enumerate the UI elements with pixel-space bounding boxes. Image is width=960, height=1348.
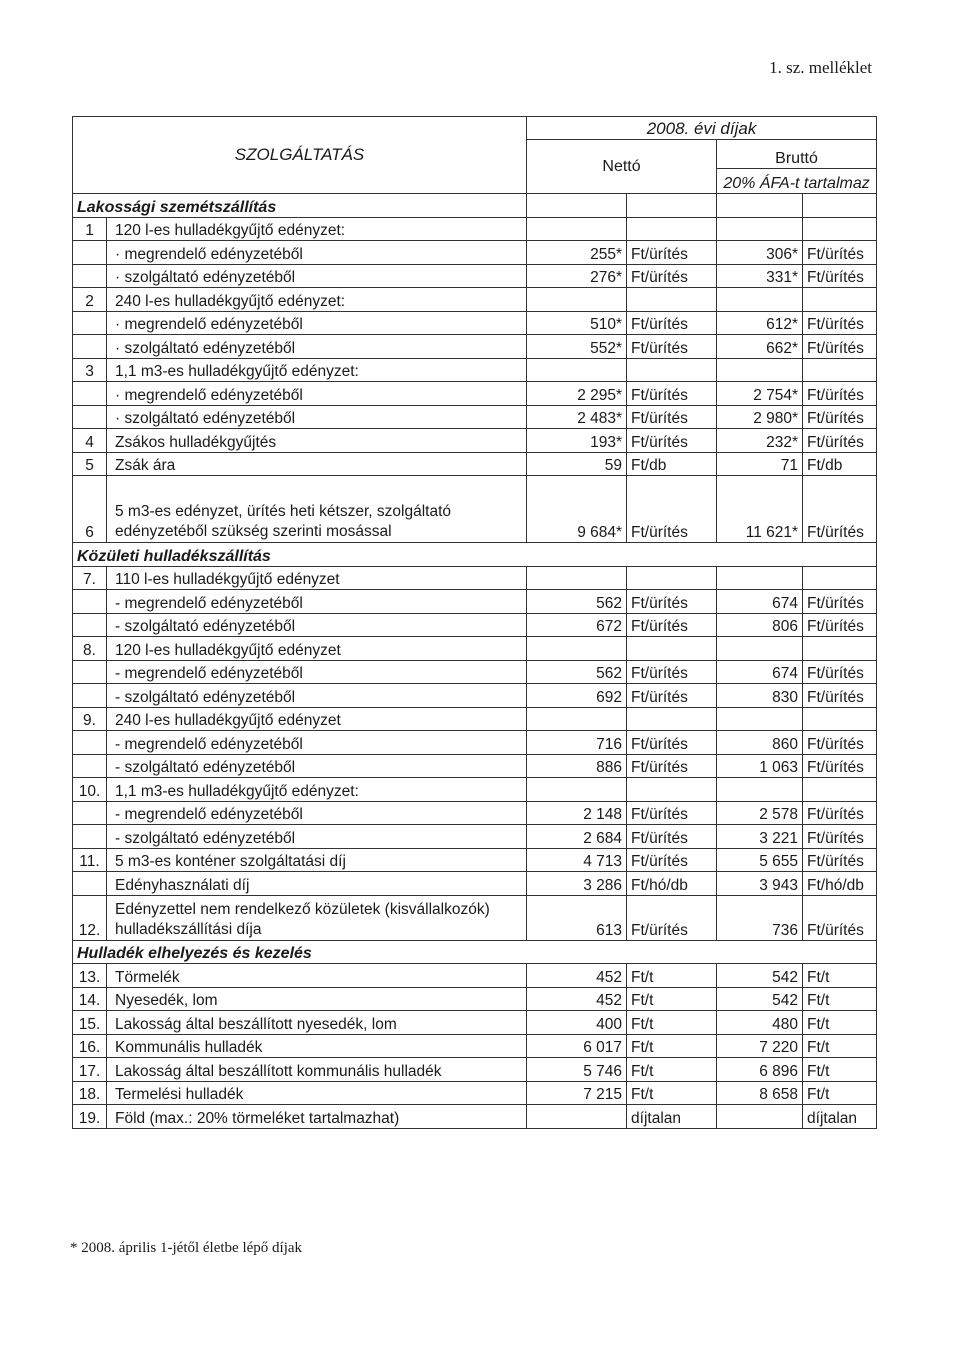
gross-price (717, 358, 803, 382)
net-unit: Ft/ürítés (627, 684, 717, 708)
section-row (73, 940, 877, 964)
gross-unit (803, 288, 877, 312)
row-number (73, 731, 107, 755)
net-price: 510* (527, 311, 627, 335)
service-header: SZOLGÁLTATÁS (73, 117, 527, 194)
table-row (73, 217, 877, 241)
table-row (73, 707, 877, 731)
annex-label: 1. sz. melléklet (769, 58, 872, 77)
year-header: 2008. évi díjak (527, 117, 877, 140)
net-price: 400 (527, 1011, 627, 1035)
row-number (73, 241, 107, 265)
table-row (73, 684, 877, 708)
service-label: · szolgáltató edényzetéből (107, 335, 527, 359)
table-row (73, 660, 877, 684)
row-number: 7. (73, 566, 107, 590)
service-label: Lakosság által beszállított nyesedék, lom (107, 1011, 527, 1035)
table-row (73, 778, 877, 802)
service-label: · szolgáltató edényzetéből (107, 264, 527, 288)
gross-unit: Ft/t (803, 964, 877, 988)
row-number: 1 (73, 217, 107, 241)
header-row (73, 117, 877, 140)
service-label: - szolgáltató edényzetéből (107, 613, 527, 637)
net-unit: Ft/ürítés (627, 382, 717, 406)
row-number (73, 405, 107, 429)
gross-price: 3 221 (717, 825, 803, 849)
net-price: 672 (527, 613, 627, 637)
row-number: 19. (73, 1105, 107, 1129)
net-unit: Ft/ürítés (627, 895, 717, 940)
gross-price: 6 896 (717, 1058, 803, 1082)
service-label: Edényhasználati díj (107, 872, 527, 896)
gross-price: 306* (717, 241, 803, 265)
net-price: 2 148 (527, 801, 627, 825)
gross-price: 830 (717, 684, 803, 708)
gross-unit: Ft/ürítés (803, 590, 877, 614)
gross-unit (803, 707, 877, 731)
service-label: Edényzettel nem rendelkező közületek (kisvállalkozók) hulladékszállítási díja (107, 895, 527, 940)
vat-note-header: 20% ÁFA-t tartalmaz (717, 169, 877, 194)
service-label: Törmelék (107, 964, 527, 988)
gross-unit (803, 217, 877, 241)
service-label: · szolgáltató edényzetéből (107, 405, 527, 429)
net-price: 6 017 (527, 1034, 627, 1058)
net-price: 2 684 (527, 825, 627, 849)
service-label: 1,1 m3-es hulladékgyűjtő edényzet: (107, 358, 527, 382)
gross-price (717, 778, 803, 802)
table-row (73, 566, 877, 590)
gross-price (717, 1105, 803, 1129)
gross-unit: Ft/ürítés (803, 311, 877, 335)
row-number: 5 (73, 452, 107, 476)
service-label: 110 l-es hulladékgyűjtő edényzet (107, 566, 527, 590)
table-row (73, 335, 877, 359)
table-row (73, 264, 877, 288)
gross-price: 674 (717, 660, 803, 684)
gross-unit: Ft/ürítés (803, 382, 877, 406)
gross-unit: Ft/ürítés (803, 801, 877, 825)
net-price: 452 (527, 964, 627, 988)
row-number (73, 382, 107, 406)
service-label: Föld (max.: 20% törmeléket tartalmazhat) (107, 1105, 527, 1129)
gross-price: 71 (717, 452, 803, 476)
net-unit: Ft/ürítés (627, 311, 717, 335)
gross-unit: Ft/ürítés (803, 825, 877, 849)
row-number: 6 (73, 476, 107, 543)
row-number: 17. (73, 1058, 107, 1082)
gross-unit: Ft/ürítés (803, 405, 877, 429)
table-row (73, 637, 877, 661)
service-label: Lakosság által beszállított kommunális hulladék (107, 1058, 527, 1082)
table-row (73, 964, 877, 988)
row-number (73, 872, 107, 896)
service-label: 5 m3-es edényzet, ürítés heti kétszer, szolgáltató edényzetéből szükség szerinti mosással (107, 476, 527, 543)
net-unit: Ft/ürítés (627, 660, 717, 684)
table-row (73, 987, 877, 1011)
net-price: 255* (527, 241, 627, 265)
net-price: 276* (527, 264, 627, 288)
table-row (73, 452, 877, 476)
net-price: 613 (527, 895, 627, 940)
net-unit (627, 637, 717, 661)
net-price (527, 1105, 627, 1129)
table-row (73, 848, 877, 872)
net-price (527, 566, 627, 590)
net-unit: Ft/ürítés (627, 731, 717, 755)
net-price: 552* (527, 335, 627, 359)
row-number (73, 311, 107, 335)
net-price (527, 707, 627, 731)
net-price (527, 217, 627, 241)
service-label: Nyesedék, lom (107, 987, 527, 1011)
table-row (73, 613, 877, 637)
net-price: 193* (527, 429, 627, 453)
net-unit: Ft/t (627, 964, 717, 988)
row-number (73, 825, 107, 849)
gross-price: 542 (717, 964, 803, 988)
gross-unit: Ft/t (803, 1011, 877, 1035)
table-row (73, 405, 877, 429)
gross-unit (803, 778, 877, 802)
gross-price: 662* (717, 335, 803, 359)
net-unit: Ft/ürítés (627, 241, 717, 265)
net-price: 716 (527, 731, 627, 755)
gross-unit: Ft/ürítés (803, 895, 877, 940)
row-number: 4 (73, 429, 107, 453)
section-residential: Lakossági szemétszállítás (73, 194, 527, 218)
row-number: 14. (73, 987, 107, 1011)
net-unit: Ft/t (627, 1058, 717, 1082)
net-price: 452 (527, 987, 627, 1011)
net-price: 59 (527, 452, 627, 476)
gross-price: 1 063 (717, 754, 803, 778)
net-price: 9 684* (527, 476, 627, 543)
net-price (527, 637, 627, 661)
net-price: 562 (527, 660, 627, 684)
table-row (73, 1011, 877, 1035)
table-row (73, 288, 877, 312)
net-unit: Ft/t (627, 1034, 717, 1058)
row-number (73, 590, 107, 614)
net-unit: Ft/ürítés (627, 848, 717, 872)
gross-price (717, 217, 803, 241)
net-price (527, 778, 627, 802)
gross-unit: díjtalan (803, 1105, 877, 1129)
net-price: 2 295* (527, 382, 627, 406)
table-row (73, 731, 877, 755)
gross-price: 480 (717, 1011, 803, 1035)
service-label: Termelési hulladék (107, 1081, 527, 1105)
net-price (527, 288, 627, 312)
gross-price: 8 658 (717, 1081, 803, 1105)
table-row (73, 1081, 877, 1105)
table-row (73, 476, 877, 543)
gross-unit: Ft/t (803, 1081, 877, 1105)
row-number (73, 264, 107, 288)
gross-price: 2 980* (717, 405, 803, 429)
table-row (73, 872, 877, 896)
row-number: 9. (73, 707, 107, 731)
section-commercial: Közületi hulladékszállítás (73, 543, 877, 567)
footnote: * 2008. április 1-jétől életbe lépő díjak (70, 1240, 303, 1256)
gross-unit: Ft/ürítés (803, 754, 877, 778)
gross-unit: Ft/ürítés (803, 429, 877, 453)
row-number: 18. (73, 1081, 107, 1105)
net-price: 562 (527, 590, 627, 614)
row-number (73, 335, 107, 359)
gross-price: 736 (717, 895, 803, 940)
table-row (73, 311, 877, 335)
net-unit: Ft/ürítés (627, 335, 717, 359)
row-number: 10. (73, 778, 107, 802)
service-label: Zsák ára (107, 452, 527, 476)
section-row (73, 194, 877, 218)
table-row (73, 825, 877, 849)
net-unit: Ft/hó/db (627, 872, 717, 896)
gross-unit: Ft/hó/db (803, 872, 877, 896)
table-row (73, 1105, 877, 1129)
net-unit: Ft/t (627, 987, 717, 1011)
gross-price: 2 754* (717, 382, 803, 406)
gross-unit: Ft/db (803, 452, 877, 476)
net-price: 5 746 (527, 1058, 627, 1082)
table-row (73, 358, 877, 382)
brutto-header: Bruttó (717, 140, 877, 169)
net-price: 3 286 (527, 872, 627, 896)
service-label: 120 l-es hulladékgyűjtő edényzet (107, 637, 527, 661)
net-price: 4 713 (527, 848, 627, 872)
table-row (73, 429, 877, 453)
service-label: - megrendelő edényzetéből (107, 660, 527, 684)
row-number: 12. (73, 895, 107, 940)
service-label: - megrendelő edényzetéből (107, 801, 527, 825)
row-number (73, 660, 107, 684)
gross-price: 7 220 (717, 1034, 803, 1058)
gross-price: 5 655 (717, 848, 803, 872)
table-row (73, 590, 877, 614)
net-unit: Ft/ürítés (627, 476, 717, 543)
gross-unit: Ft/ürítés (803, 731, 877, 755)
net-unit: Ft/ürítés (627, 613, 717, 637)
gross-price: 2 578 (717, 801, 803, 825)
net-unit: Ft/ürítés (627, 405, 717, 429)
net-unit: Ft/ürítés (627, 264, 717, 288)
table-row (73, 382, 877, 406)
table-row (73, 1058, 877, 1082)
net-price: 692 (527, 684, 627, 708)
fee-table (72, 116, 877, 1129)
gross-unit: Ft/t (803, 1034, 877, 1058)
gross-unit: Ft/ürítés (803, 241, 877, 265)
row-number: 16. (73, 1034, 107, 1058)
net-unit (627, 566, 717, 590)
net-unit (627, 217, 717, 241)
service-label: 240 l-es hulladékgyűjtő edényzet (107, 707, 527, 731)
service-label: Kommunális hulladék (107, 1034, 527, 1058)
net-unit (627, 288, 717, 312)
gross-price: 806 (717, 613, 803, 637)
section-row (73, 543, 877, 567)
section-disposal: Hulladék elhelyezés és kezelés (73, 940, 877, 964)
gross-price (717, 288, 803, 312)
service-label: - szolgáltató edényzetéből (107, 825, 527, 849)
net-price: 7 215 (527, 1081, 627, 1105)
row-number: 11. (73, 848, 107, 872)
service-label: · megrendelő edényzetéből (107, 311, 527, 335)
gross-unit: Ft/ürítés (803, 476, 877, 543)
row-number: 2 (73, 288, 107, 312)
table-row (73, 241, 877, 265)
gross-unit (803, 566, 877, 590)
net-unit: díjtalan (627, 1105, 717, 1129)
net-unit: Ft/t (627, 1011, 717, 1035)
gross-price: 11 621* (717, 476, 803, 543)
service-label: 120 l-es hulladékgyűjtő edényzet: (107, 217, 527, 241)
net-price: 2 483* (527, 405, 627, 429)
row-number (73, 801, 107, 825)
gross-unit: Ft/ürítés (803, 848, 877, 872)
gross-price (717, 707, 803, 731)
row-number: 13. (73, 964, 107, 988)
net-unit: Ft/t (627, 1081, 717, 1105)
gross-price: 331* (717, 264, 803, 288)
gross-price: 542 (717, 987, 803, 1011)
service-label: - szolgáltató edényzetéből (107, 754, 527, 778)
table-row (73, 801, 877, 825)
net-unit: Ft/ürítés (627, 825, 717, 849)
table-row (73, 1034, 877, 1058)
service-label: - szolgáltató edényzetéből (107, 684, 527, 708)
service-label: 5 m3-es konténer szolgáltatási díj (107, 848, 527, 872)
row-number (73, 684, 107, 708)
service-label: - megrendelő edényzetéből (107, 590, 527, 614)
net-unit: Ft/ürítés (627, 754, 717, 778)
gross-unit: Ft/ürítés (803, 684, 877, 708)
gross-unit (803, 358, 877, 382)
row-number: 8. (73, 637, 107, 661)
gross-unit: Ft/ürítés (803, 613, 877, 637)
net-unit: Ft/ürítés (627, 801, 717, 825)
gross-unit: Ft/t (803, 1058, 877, 1082)
gross-unit: Ft/ürítés (803, 660, 877, 684)
gross-price: 3 943 (717, 872, 803, 896)
table-row (73, 895, 877, 940)
gross-unit: Ft/ürítés (803, 335, 877, 359)
net-unit (627, 358, 717, 382)
net-price: 886 (527, 754, 627, 778)
gross-price: 674 (717, 590, 803, 614)
net-unit (627, 778, 717, 802)
service-label: 1,1 m3-es hulladékgyűjtő edényzet: (107, 778, 527, 802)
gross-unit: Ft/t (803, 987, 877, 1011)
service-label: · megrendelő edényzetéből (107, 382, 527, 406)
gross-price (717, 637, 803, 661)
service-label: Zsákos hulladékgyűjtés (107, 429, 527, 453)
net-unit: Ft/ürítés (627, 429, 717, 453)
row-number: 3 (73, 358, 107, 382)
net-unit (627, 707, 717, 731)
gross-unit (803, 637, 877, 661)
service-label: 240 l-es hulladékgyűjtő edényzet: (107, 288, 527, 312)
net-unit: Ft/db (627, 452, 717, 476)
row-number: 15. (73, 1011, 107, 1035)
service-label: · megrendelő edényzetéből (107, 241, 527, 265)
net-price (527, 358, 627, 382)
gross-price: 860 (717, 731, 803, 755)
gross-price: 232* (717, 429, 803, 453)
gross-price (717, 566, 803, 590)
row-number (73, 754, 107, 778)
row-number (73, 613, 107, 637)
netto-header: Nettó (527, 140, 717, 194)
gross-unit: Ft/ürítés (803, 264, 877, 288)
table-row (73, 754, 877, 778)
gross-price: 612* (717, 311, 803, 335)
net-unit: Ft/ürítés (627, 590, 717, 614)
service-label: - megrendelő edényzetéből (107, 731, 527, 755)
